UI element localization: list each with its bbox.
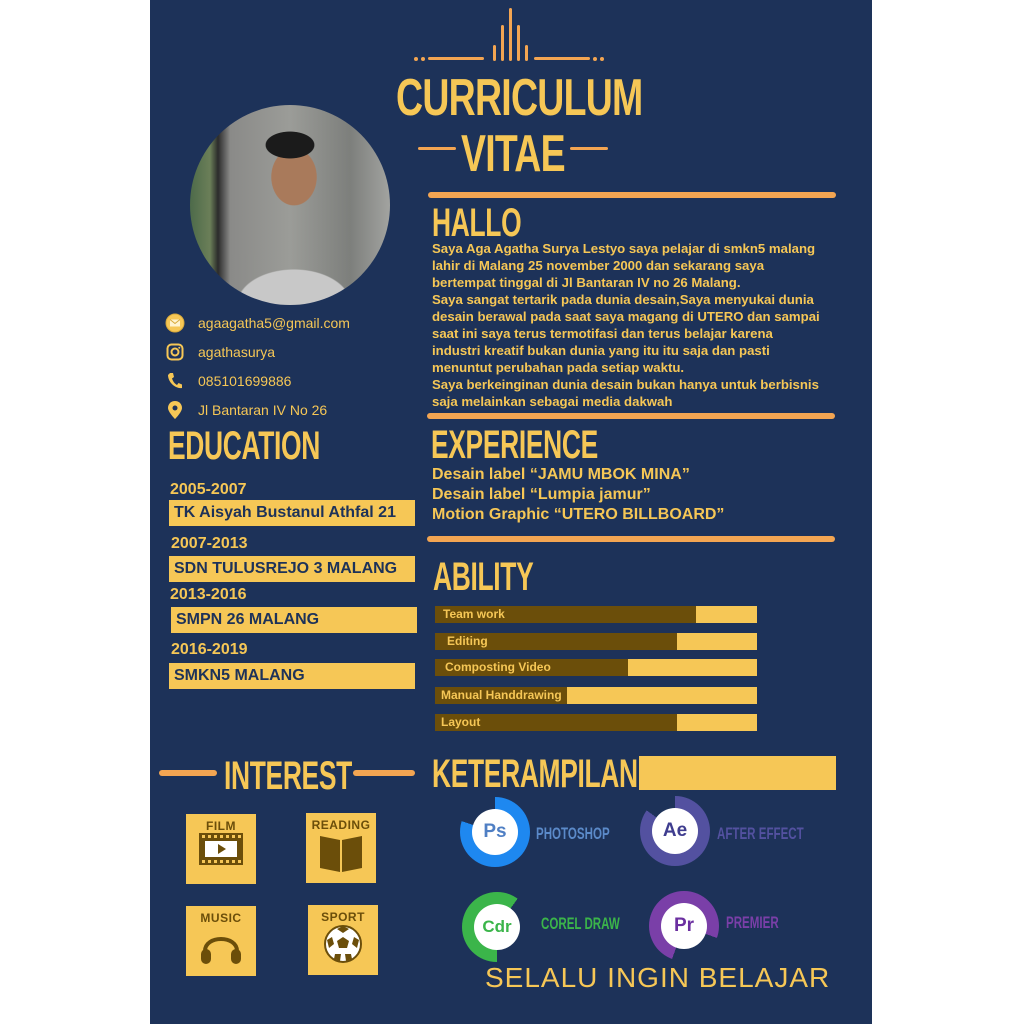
about-line: industri kreatif bukan dunia yang itu itu saja dan pasti	[432, 343, 770, 358]
after-effect-ring	[640, 796, 710, 866]
edu-years: 2013-2016	[170, 586, 247, 603]
hallo-heading: HALLO	[432, 201, 522, 245]
edu-school: SMKN5 MALANG	[169, 663, 415, 689]
contact-address	[164, 399, 327, 421]
interest-label: READING	[311, 818, 371, 832]
about-line: bertempat tinggal di Jl Bantaran IV no 26 Malang.	[432, 275, 741, 290]
interest-dash-left	[159, 770, 217, 776]
headphones-icon	[199, 925, 243, 970]
after-effect-icon: Ae	[652, 808, 698, 854]
contact-instagram[interactable]	[164, 341, 275, 363]
ability-bar-team-work	[435, 606, 757, 623]
ability-bar-composting-video	[435, 659, 757, 676]
about-line: saat ini saya terus termotifasi dan terus belajar karena	[432, 326, 773, 341]
interest-film	[186, 814, 256, 884]
instagram-text: agathasurya	[198, 344, 276, 360]
cv-title-line1: CURRICULUM	[396, 69, 643, 127]
edu-years: 2016-2019	[171, 641, 248, 658]
ability-label: Team work	[443, 607, 505, 621]
location-pin-icon	[164, 399, 186, 421]
about-line: Saya Aga Agatha Surya Lestyo saya pelajar di smkn5 malang	[432, 241, 816, 256]
interest-reading	[306, 813, 376, 883]
interest-label: SPORT	[321, 910, 365, 924]
ability-label: Composting Video	[445, 660, 551, 674]
about-line: saja melainkan sebagai media dakwah	[432, 394, 673, 409]
corel-draw-label: COREL DRAW	[541, 914, 620, 933]
address-text: Jl Bantaran IV No 26	[198, 402, 328, 418]
ability-bar-layout	[435, 714, 757, 731]
contact-email[interactable]	[164, 312, 350, 334]
edu-years: 2005-2007	[170, 481, 247, 498]
interest-music	[186, 906, 256, 976]
cv-page	[150, 0, 872, 1024]
education-heading: EDUCATION	[168, 424, 321, 468]
about-line: menuntut perubahan pada setiap waktu.	[432, 360, 685, 375]
divider-lower	[427, 536, 835, 542]
divider-top	[428, 192, 836, 198]
keterampilan-bar	[639, 756, 836, 790]
divider-mid	[427, 413, 835, 419]
about-line: desain berawal pada saat saya magang di UTERO dan sampai	[432, 309, 820, 324]
instagram-icon	[164, 341, 186, 363]
edu-school: SDN TULUSREJO 3 MALANG	[169, 556, 415, 582]
after-effect-label: AFTER EFFECT	[717, 824, 804, 843]
interest-dash-right	[353, 770, 415, 776]
edu-school: TK Aisyah Bustanul Athfal 21	[169, 500, 415, 526]
ability-label: Manual Handdrawing	[441, 688, 562, 702]
ability-heading: ABILITY	[433, 555, 534, 599]
title-dash-left	[418, 147, 456, 150]
experience-item: Motion Graphic “UTERO BILLBOARD”	[432, 506, 725, 523]
profile-photo	[190, 105, 390, 305]
ability-bar-manual-handdrawing	[435, 687, 757, 704]
cv-title-line2: VITAE	[461, 125, 565, 183]
photoshop-icon: Ps	[472, 809, 518, 855]
experience-item: Desain label “Lumpia jamur”	[432, 486, 651, 503]
ability-label: Editing	[447, 634, 488, 648]
phone-icon	[164, 370, 186, 392]
ability-label: Layout	[441, 715, 481, 729]
about-line: Saya berkeinginan dunia desain bukan hanya untuk berbisnis	[432, 377, 819, 392]
experience-heading: EXPERIENCE	[431, 423, 598, 467]
about-paragraph	[432, 240, 872, 410]
phone-text: 085101699886	[198, 373, 292, 389]
experience-item: Desain label “JAMU MBOK MINA”	[432, 466, 690, 483]
email-icon	[164, 312, 186, 334]
interest-heading: INTEREST	[224, 754, 352, 798]
interest-label: FILM	[206, 819, 236, 833]
corel-draw-icon: Cdr	[474, 904, 520, 950]
keterampilan-heading: KETERAMPILAN	[432, 752, 638, 796]
premier-ring	[649, 891, 719, 961]
motto: SELALU INGIN BELAJAR	[485, 962, 831, 993]
title-dash-right	[570, 147, 608, 150]
about-line: Saya sangat tertarik pada dunia desain,Saya menyukai dunia	[432, 292, 814, 307]
edu-school: SMPN 26 MALANG	[171, 607, 417, 633]
soccer-ball-icon	[323, 924, 363, 969]
corel-draw-ring	[462, 892, 532, 962]
film-play-icon	[199, 833, 243, 870]
ability-bar-editing	[435, 633, 757, 650]
contact-phone[interactable]	[164, 370, 291, 392]
interest-label: MUSIC	[200, 911, 242, 925]
edu-years: 2007-2013	[171, 535, 248, 552]
photoshop-ring	[460, 797, 530, 867]
open-book-icon	[316, 832, 366, 879]
interest-sport	[308, 905, 378, 975]
photoshop-label: PHOTOSHOP	[536, 824, 610, 843]
email-text: agaagatha5@gmail.com	[198, 315, 350, 331]
premier-icon: Pr	[661, 903, 707, 949]
premier-label: PREMIER	[726, 913, 779, 932]
about-line: lahir di Malang 25 november 2000 dan sekarang saya	[432, 258, 765, 273]
